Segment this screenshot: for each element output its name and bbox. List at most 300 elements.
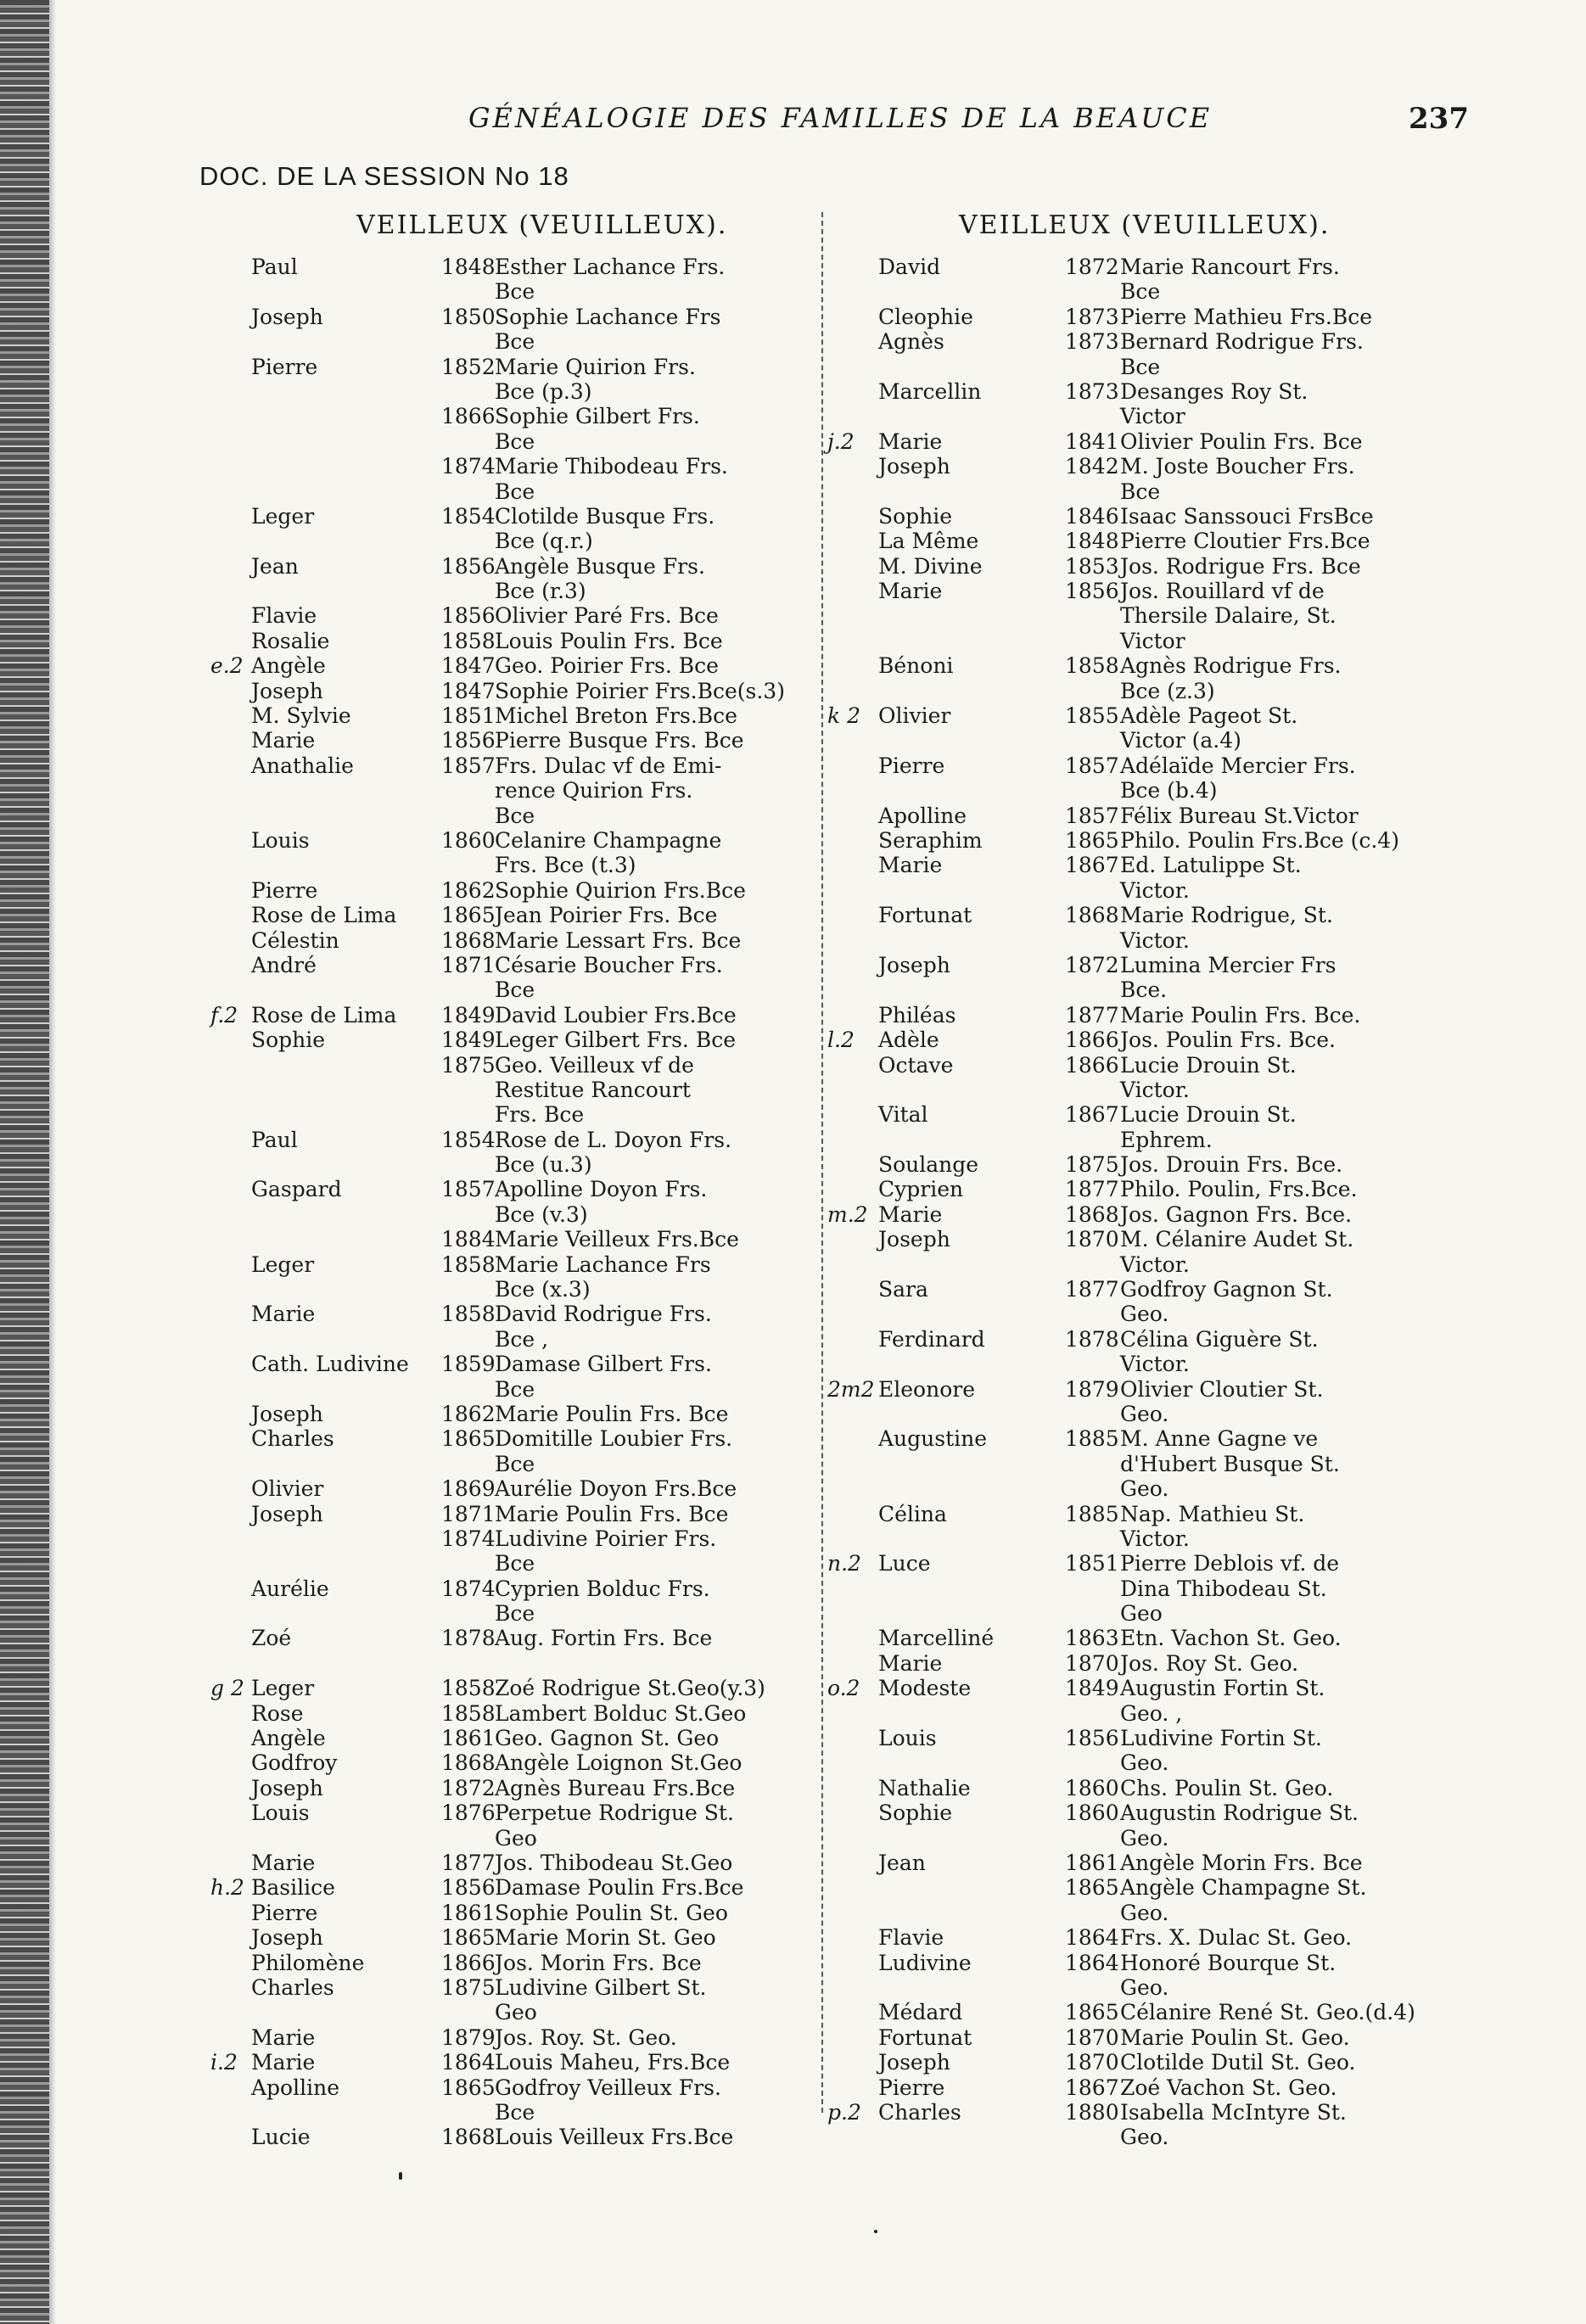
entry-text: Jos. Roy St. Geo. [1120, 1650, 1299, 1676]
entry-name: Pierre [251, 354, 318, 379]
genealogy-entry [827, 579, 1455, 603]
entry-text: Geo. Gagnon St. Geo [495, 1726, 720, 1751]
entry-text: Damase Poulin Frs.Bce [495, 1875, 744, 1901]
genealogy-entry [827, 355, 1455, 379]
genealogy-entry [827, 977, 1455, 1002]
entry-year: 1879 [441, 2024, 496, 2050]
entry-year: 1867 [1065, 1102, 1119, 1128]
entry-year: 1853 [1065, 553, 1119, 579]
genealogy-entry [827, 778, 1455, 803]
entry-year: 1866 [441, 1950, 496, 1975]
entry-text: Frs. X. Dulac St. Geo. [1120, 1925, 1353, 1951]
entry-year: 1869 [441, 1476, 496, 1502]
entry-name: Médard [878, 2000, 963, 2025]
genealogy-entry [827, 1526, 1455, 1551]
entry-text: Césarie Boucher Frs. [495, 952, 723, 977]
entry-text: Jos. Poulin Frs. Bce. [1120, 1028, 1336, 1053]
genealogy-entry [827, 1078, 1455, 1102]
entry-mark: m.2 [827, 1201, 868, 1227]
entry-name: M. Divine [878, 553, 983, 579]
entry-text: Geo. [1120, 1401, 1169, 1426]
entry-name: Ludivine [878, 1950, 972, 1975]
entry-year: 1862 [441, 1401, 496, 1426]
entry-name: Marie [878, 853, 943, 878]
entry-year: 1872 [1065, 952, 1119, 977]
entry-name: Anathalie [251, 753, 354, 778]
entry-name: Charles [251, 1426, 334, 1452]
entry-name: Philomène [251, 1950, 365, 1975]
genealogy-entry [210, 305, 804, 329]
entry-year: 1851 [441, 703, 496, 729]
genealogy-entry [827, 804, 1455, 828]
genealogy-entry [210, 1851, 804, 1875]
entry-year: 1885 [1065, 1426, 1119, 1452]
entry-text: Victor. [1120, 1526, 1190, 1551]
entry-year: 1867 [1065, 2075, 1119, 2100]
entry-text: Marie Poulin St. Geo. [1120, 2024, 1350, 2050]
entry-year: 1865 [1065, 2000, 1119, 2025]
entry-name: Luce [878, 1551, 931, 1576]
genealogy-entry [827, 1626, 1455, 1650]
entry-year: 1858 [441, 1252, 496, 1277]
entry-year: 1877 [441, 1851, 496, 1875]
entry-text: Geo [1120, 1601, 1163, 1627]
genealogy-entry [210, 1003, 804, 1028]
entry-text: Bce [495, 1451, 535, 1476]
entry-name: Louis [251, 827, 310, 853]
genealogy-entry [827, 279, 1455, 304]
entry-year: 1857 [1065, 753, 1119, 778]
entry-year: 1852 [441, 354, 496, 379]
ink-speck [399, 2172, 402, 2180]
genealogy-entry [827, 1776, 1455, 1800]
genealogy-entry [210, 1901, 804, 1925]
entry-text: Geo. Poirier Frs. Bce [495, 653, 719, 679]
entry-mark: h.2 [210, 1875, 244, 1901]
entry-text: Olivier Poulin Frs. Bce [1120, 428, 1363, 454]
entry-mark: e.2 [210, 653, 244, 679]
entry-text: Bce (v.3) [495, 1201, 588, 1227]
entry-year: 1875 [441, 1974, 496, 2000]
entry-text: Marie Morin St. Geo [495, 1925, 716, 1951]
entry-text: Augustin Rodrigue St. [1120, 1800, 1359, 1826]
entry-year: 1856 [441, 728, 496, 753]
entry-mark: k 2 [827, 703, 861, 729]
entry-text: Victor. [1120, 927, 1190, 953]
entry-year: 1858 [1065, 653, 1119, 679]
entry-text: Bce (p.3) [495, 378, 592, 404]
genealogy-entry [827, 753, 1455, 778]
entry-year: 1866 [1065, 1052, 1119, 1078]
entry-text: Jos. Roy. St. Geo. [495, 2024, 677, 2050]
genealogy-entry [827, 379, 1455, 404]
entry-name: Joseph [878, 952, 950, 977]
entry-year: 1872 [1065, 255, 1119, 279]
entry-text: Augustin Fortin St. [1120, 1676, 1325, 1701]
genealogy-entry [210, 1626, 804, 1650]
entry-text: Zoé Rodrigue St.Geo(y.3) [495, 1676, 765, 1701]
genealogy-entry [827, 1352, 1455, 1376]
entry-text: Bce [495, 428, 535, 454]
entry-year: 1868 [1065, 903, 1119, 928]
entry-year: 1875 [1065, 1152, 1119, 1178]
entry-text: Bce [1120, 279, 1161, 305]
entry-year: 1841 [1065, 428, 1119, 454]
entry-year: 1874 [441, 1576, 496, 1601]
entry-text: Pierre Busque Frs. Bce [495, 728, 744, 753]
genealogy-entry [827, 1377, 1455, 1402]
entry-year: 1884 [441, 1227, 496, 1252]
entry-year: 1872 [441, 1775, 496, 1800]
genealogy-entry [827, 1028, 1455, 1052]
entry-text: Sophie Quirion Frs.Bce [495, 877, 746, 903]
entry-text: Angèle Champagne St. [1120, 1875, 1367, 1901]
entry-text: Frs. Bce (t.3) [495, 853, 636, 878]
entry-year: 1865 [441, 2075, 496, 2100]
entry-year: 1856 [441, 1875, 496, 1901]
genealogy-entry [827, 1327, 1455, 1352]
entry-text: Marie Rancourt Frs. [1120, 255, 1340, 279]
genealogy-entry [827, 1851, 1455, 1875]
entry-year: 1858 [441, 1302, 496, 1327]
genealogy-entry [210, 379, 804, 404]
genealogy-entry [827, 1502, 1455, 1526]
entry-text: M. Anne Gagne ve [1120, 1426, 1319, 1452]
entry-name: Joseph [251, 1401, 323, 1426]
genealogy-entry [210, 878, 804, 903]
entry-name: Joseph [251, 304, 323, 329]
entry-text: Bce [1120, 479, 1161, 504]
entry-text: Geo. [1120, 1750, 1169, 1776]
genealogy-entry [827, 828, 1455, 853]
entry-name: Rose de Lima [251, 903, 397, 928]
entry-name: Marie [878, 428, 943, 454]
entry-name: Fortunat [878, 903, 972, 928]
genealogy-entry [827, 2050, 1455, 2075]
genealogy-entry [210, 1377, 804, 1402]
genealogy-entry [210, 1502, 804, 1526]
genealogy-entry [210, 479, 804, 504]
entry-text: Jos. Gagnon Frs. Bce. [1120, 1201, 1353, 1227]
entry-text: Aurélie Doyon Frs.Bce [495, 1476, 737, 1502]
entry-text: Marie Lessart Frs. Bce [495, 927, 742, 953]
entry-text: Lucie Drouin St. [1120, 1102, 1297, 1128]
entry-name: Olivier [251, 1476, 324, 1502]
entry-mark: 2m2 [827, 1376, 875, 1402]
genealogy-entry [210, 1402, 804, 1426]
entry-name: Joseph [251, 678, 323, 703]
entry-text: Celanire Champagne [495, 827, 722, 853]
entry-text: Lucie Drouin St. [1120, 1052, 1297, 1078]
entry-text: Bce (r.3) [495, 579, 586, 604]
entry-year: 1849 [441, 1002, 496, 1028]
entry-text: Geo. , [1120, 1700, 1183, 1726]
entry-text: Geo. [1120, 1900, 1169, 1925]
genealogy-entry [827, 1476, 1455, 1501]
entry-name: Leger [251, 1676, 315, 1701]
genealogy-entry [827, 1901, 1455, 1925]
entry-text: Perpetue Rodrigue St. [495, 1800, 734, 1826]
genealogy-entry [827, 305, 1455, 329]
entry-name: Joseph [878, 1227, 950, 1252]
genealogy-entry [210, 2075, 804, 2100]
entry-text: Jos. Thibodeau St.Geo [495, 1851, 733, 1875]
genealogy-entry [827, 1800, 1455, 1825]
genealogy-entry [210, 1053, 804, 1078]
entry-year: 1863 [1065, 1626, 1119, 1651]
genealogy-entry [210, 255, 804, 279]
entry-name: Octave [878, 1052, 954, 1078]
genealogy-entry [210, 1302, 804, 1326]
entry-name: Angèle [251, 653, 326, 679]
genealogy-entry [210, 928, 804, 953]
entry-text: Godfroy Veilleux Frs. [495, 2075, 721, 2100]
genealogy-entry [210, 279, 804, 304]
entry-name: Flavie [251, 603, 317, 629]
entry-name: André [251, 952, 317, 977]
genealogy-entry [827, 878, 1455, 903]
entry-year: 1856 [441, 603, 496, 629]
genealogy-entry [827, 1003, 1455, 1028]
entry-text: Bce [495, 279, 535, 305]
entry-text: Louis Poulin Frs. Bce [495, 628, 723, 653]
entry-year: 1865 [441, 903, 496, 928]
entry-text: Sophie Poirier Frs.Bce(s.3) [495, 678, 785, 703]
genealogy-entry [210, 1476, 804, 1501]
entry-text: Ephrem. [1120, 1127, 1213, 1152]
entry-mark: g 2 [210, 1676, 244, 1701]
genealogy-entry [210, 1252, 804, 1277]
entry-text: Ludivine Gilbert St. [495, 1974, 707, 2000]
entry-year: 1873 [1065, 378, 1119, 404]
genealogy-entry [827, 1726, 1455, 1750]
column-divider [821, 212, 823, 2113]
entry-year: 1865 [1065, 827, 1119, 853]
entry-text: Bce [495, 977, 535, 1003]
entry-text: Geo. [1120, 1476, 1169, 1502]
entry-text: Angèle Loignon St.Geo [495, 1750, 743, 1776]
genealogy-entry [210, 1452, 804, 1476]
entry-year: 1873 [1065, 304, 1119, 329]
entry-name: Pierre [878, 2075, 945, 2100]
entry-year: 1856 [441, 553, 496, 579]
entry-text: Clotilde Dutil St. Geo. [1120, 2050, 1356, 2075]
gutter-shadow [49, 0, 56, 2324]
genealogy-entry [827, 454, 1455, 479]
entry-year: 1868 [441, 927, 496, 953]
genealogy-entry [827, 1402, 1455, 1426]
genealogy-entry [210, 1651, 804, 1676]
entry-name: Marie [878, 579, 943, 604]
entry-name: Rose de Lima [251, 1002, 397, 1028]
genealogy-entry [210, 753, 804, 778]
entry-text: Bce (z.3) [1120, 678, 1215, 703]
entry-name: Apolline [251, 2075, 339, 2100]
entry-year: 1864 [441, 2050, 496, 2075]
entry-text: Nap. Mathieu St. [1120, 1501, 1305, 1526]
genealogy-entry [210, 429, 804, 454]
entry-text: Bce [495, 1376, 535, 1402]
genealogy-entry [827, 2000, 1455, 2024]
entry-text: Olivier Paré Frs. Bce [495, 603, 719, 629]
entry-year: 1874 [441, 1526, 496, 1551]
genealogy-entry [210, 653, 804, 678]
entry-year: 1851 [1065, 1551, 1119, 1576]
entry-year: 1867 [1065, 853, 1119, 878]
entry-text: Célanire René St. Geo.(d.4) [1120, 2000, 1415, 2025]
entry-text: Geo. Veilleux vf de [495, 1052, 694, 1078]
entry-text: Bce [495, 329, 535, 355]
genealogy-entry [210, 1676, 804, 1700]
entry-name: Pierre [251, 877, 318, 903]
entry-text: Olivier Cloutier St. [1120, 1376, 1324, 1402]
genealogy-entry [827, 504, 1455, 529]
entry-year: 1865 [1065, 1875, 1119, 1901]
entry-year: 1862 [441, 877, 496, 903]
entry-year: 1849 [441, 1028, 496, 1053]
entry-year: 1857 [441, 753, 496, 778]
genealogy-entry [210, 1028, 804, 1052]
genealogy-entry [210, 1875, 804, 1900]
genealogy-entry [827, 1452, 1455, 1476]
entry-text: Bce (x.3) [495, 1277, 591, 1302]
genealogy-entry [210, 1526, 804, 1551]
entry-text: Pierre Deblois vf. de [1120, 1551, 1340, 1576]
entry-text: Lumina Mercier Frs [1120, 952, 1337, 977]
entry-year: 1855 [1065, 703, 1119, 729]
entry-text: M. Célanire Audet St. [1120, 1227, 1354, 1252]
entry-text: Isaac Sanssouci FrsBce [1120, 503, 1374, 529]
page-number: 237 [1409, 102, 1469, 136]
entry-year: 1865 [441, 1426, 496, 1452]
entry-name: Adèle [878, 1028, 939, 1053]
genealogy-entry [210, 1277, 804, 1302]
entry-name: Lucie [251, 2125, 311, 2150]
entry-name: Vital [878, 1102, 928, 1128]
left-column-heading: VEILLEUX (VEUILLEUX). [356, 210, 728, 240]
genealogy-entry [827, 1227, 1455, 1252]
entry-year: 1858 [441, 1676, 496, 1701]
genealogy-entry [827, 1576, 1455, 1601]
entry-year: 1877 [1065, 1177, 1119, 1202]
entry-text: Apolline Doyon Frs. [495, 1177, 708, 1202]
entry-text: Agnès Bureau Frs.Bce [495, 1775, 736, 1800]
entry-text: Jos. Rouillard vf de [1120, 579, 1325, 604]
entry-text: Ludivine Fortin St. [1120, 1726, 1322, 1751]
entry-name: Sara [878, 1277, 928, 1302]
entry-name: Gaspard [251, 1177, 342, 1202]
entry-mark: l.2 [827, 1028, 855, 1053]
genealogy-entry [210, 1951, 804, 1975]
entry-name: Philéas [878, 1002, 956, 1028]
genealogy-entry [210, 454, 804, 479]
genealogy-entry [210, 828, 804, 853]
genealogy-entry [210, 1551, 804, 1576]
entry-name: Joseph [878, 454, 950, 479]
entry-text: Frs. Bce [495, 1102, 585, 1128]
entry-mark: o.2 [827, 1676, 860, 1701]
genealogy-entry [210, 778, 804, 803]
entry-name: Marie [251, 2050, 316, 2075]
genealogy-entry [827, 728, 1455, 753]
entry-text: Jos. Morin Frs. Bce [495, 1950, 702, 1975]
entry-name: Joseph [251, 1775, 323, 1800]
genealogy-entry [827, 703, 1455, 728]
genealogy-entry [210, 1202, 804, 1227]
entry-year: 1864 [1065, 1950, 1119, 1975]
entry-name: Godfroy [251, 1750, 338, 1776]
genealogy-entry [827, 404, 1455, 428]
genealogy-entry [827, 953, 1455, 977]
entry-text: Bce [495, 803, 535, 828]
genealogy-entry [210, 679, 804, 703]
entry-name: Sophie [251, 1028, 326, 1053]
entry-year: 1879 [1065, 1376, 1119, 1402]
entry-name: Aurélie [251, 1576, 329, 1601]
genealogy-entry [827, 1551, 1455, 1576]
genealogy-entry [210, 1750, 804, 1775]
entry-name: Agnès [878, 329, 944, 355]
entry-text: Sophie Gilbert Frs. [495, 404, 700, 429]
genealogy-entry [827, 1826, 1455, 1851]
entry-name: Olivier [878, 703, 951, 729]
genealogy-entry [210, 1102, 804, 1127]
genealogy-entry [210, 953, 804, 977]
genealogy-entry [210, 1152, 804, 1177]
genealogy-entry [827, 329, 1455, 354]
entry-text: Adèle Pageot St. [1120, 703, 1298, 729]
entry-name: Célina [878, 1501, 947, 1526]
entry-name: Marie [251, 2024, 316, 2050]
genealogy-entry [827, 1252, 1455, 1277]
genealogy-entry [827, 903, 1455, 927]
entry-year: 1871 [441, 952, 496, 977]
genealogy-entry [827, 1277, 1455, 1302]
genealogy-entry [210, 2025, 804, 2050]
entry-year: 1856 [1065, 1726, 1119, 1751]
session-document-label: DOC. DE LA SESSION No 18 [199, 161, 569, 191]
entry-year: 1874 [441, 454, 496, 479]
entry-year: 1873 [1065, 329, 1119, 355]
entry-year: 1870 [1065, 1227, 1119, 1252]
entry-text: Bce [1120, 354, 1161, 379]
entry-text: Aug. Fortin Frs. Bce [495, 1626, 713, 1651]
genealogy-entry [210, 554, 804, 579]
entry-year: 1858 [441, 1700, 496, 1726]
entry-text: Geo. [1120, 1302, 1169, 1327]
entry-text: David Rodrigue Frs. [495, 1302, 712, 1327]
entry-text: Victor [1120, 404, 1185, 429]
entry-text: Restitue Rancourt [495, 1077, 691, 1102]
entry-name: La Même [878, 529, 979, 554]
entry-text: Godfroy Gagnon St. [1120, 1277, 1333, 1302]
genealogy-entry [827, 2125, 1455, 2149]
entry-mark: n.2 [827, 1551, 861, 1576]
entry-year: 1865 [441, 1925, 496, 1951]
entry-name: M. Sylvie [251, 703, 351, 729]
entry-name: Bénoni [878, 653, 954, 679]
entry-text: Michel Breton Frs.Bce [495, 703, 737, 729]
right-column-records [827, 255, 1455, 2150]
genealogy-entry [210, 1800, 804, 1825]
entry-text: Bce (b.4) [1120, 778, 1218, 804]
entry-name: Apolline [878, 803, 967, 828]
left-column-records [210, 255, 804, 2150]
genealogy-entry [210, 1826, 804, 1851]
entry-text: Rose de L. Doyon Frs. [495, 1127, 732, 1152]
entry-text: Louis Veilleux Frs.Bce [495, 2125, 734, 2150]
entry-name: Pierre [878, 753, 945, 778]
